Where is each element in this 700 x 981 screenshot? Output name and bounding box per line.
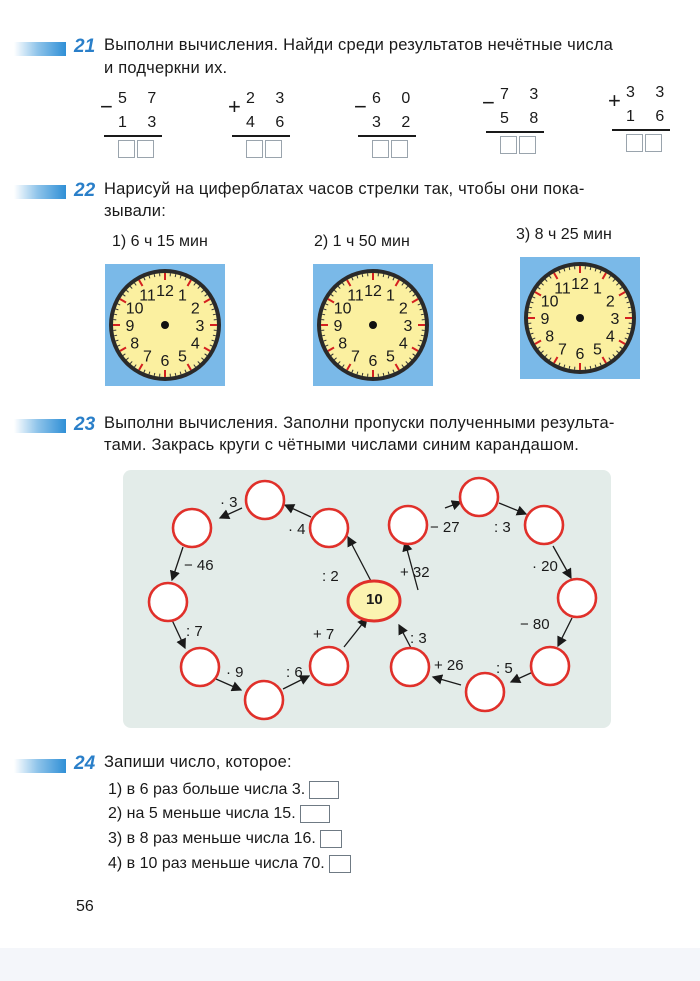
chain-circle xyxy=(558,579,596,617)
op-div2: : 2 xyxy=(322,568,339,585)
clock-face xyxy=(313,264,433,386)
dial-number: 7 xyxy=(351,348,360,366)
operation-sign: + xyxy=(228,94,241,119)
column-problem-1 xyxy=(100,86,170,176)
chain-circle xyxy=(391,648,429,686)
dial-number: 12 xyxy=(156,283,174,300)
top-number: 3 3 xyxy=(626,84,673,101)
dial-number: 8 xyxy=(545,328,555,346)
answer-boxes[interactable] xyxy=(118,140,154,158)
bottom-number: 5 8 xyxy=(500,110,547,127)
bottom-number: 3 2 xyxy=(372,114,419,131)
minute-tick xyxy=(114,314,117,315)
minute-tick xyxy=(590,267,591,270)
chain-circle xyxy=(466,673,504,711)
ex24-item-3: 3) в 8 раз меньше числа 16. xyxy=(108,828,342,850)
top-number: 5 7 xyxy=(118,90,165,107)
top-number: 2 3 xyxy=(246,90,293,107)
clock-face xyxy=(105,264,225,386)
result-line xyxy=(232,135,290,137)
dial-number: 4 xyxy=(398,335,408,353)
minute-tick xyxy=(154,373,155,376)
op-div3-bottom: : 3 xyxy=(410,630,427,647)
result-line xyxy=(104,135,162,137)
exercise-22-text-line2: зывали: xyxy=(104,202,167,220)
dial-number: 11 xyxy=(139,287,156,305)
operation-sign: − xyxy=(354,94,367,119)
minute-tick xyxy=(213,314,216,315)
minute-tick xyxy=(213,335,216,336)
dial-number: 1 xyxy=(178,287,187,305)
minute-tick xyxy=(529,307,532,308)
operation-sign: − xyxy=(482,90,495,115)
dial-number: 6 xyxy=(575,346,585,363)
op-mul20: · 20 xyxy=(532,558,558,575)
op-minus46: − 46 xyxy=(184,557,214,574)
dial-number: 4 xyxy=(605,328,615,346)
top-number: 6 0 xyxy=(372,90,419,107)
dial-number: 10 xyxy=(540,293,559,311)
chain-circle xyxy=(310,647,348,685)
dial-number: 12 xyxy=(364,283,382,300)
page-footer xyxy=(0,948,700,981)
exercise-24-number: 24 xyxy=(74,753,96,774)
exercise-23-marker xyxy=(14,419,66,433)
clock-2[interactable] xyxy=(313,264,433,386)
dial-number: 4 xyxy=(190,335,200,353)
center-value: 10 xyxy=(366,591,383,608)
dial-number: 8 xyxy=(130,335,140,353)
chain-circle xyxy=(310,509,348,547)
minute-tick xyxy=(421,314,424,315)
dial-number: 11 xyxy=(554,280,571,298)
chain-circle xyxy=(460,478,498,516)
dial-number: 1 xyxy=(386,287,395,305)
minute-tick xyxy=(569,267,570,270)
op-mul4: · 4 xyxy=(288,521,306,538)
op-div7: : 7 xyxy=(186,623,203,640)
dial-number: 6 xyxy=(368,353,378,370)
dial-number: 9 xyxy=(540,311,550,328)
minute-tick xyxy=(322,335,325,336)
answer-boxes[interactable] xyxy=(500,136,536,154)
op-mul9: · 9 xyxy=(226,664,244,681)
dial-number: 10 xyxy=(333,300,352,318)
clock-1[interactable] xyxy=(105,264,225,386)
dial-number: 5 xyxy=(386,348,395,366)
exercise-22-text-line1: Нарисуй на циферблатах часов стрелки так, чтобы они пока- xyxy=(104,180,585,198)
chain-circle xyxy=(245,681,283,719)
exercise-21-marker xyxy=(14,42,66,56)
chain-circle xyxy=(181,648,219,686)
dial-number: 11 xyxy=(347,287,364,305)
clock-2-label: 2) 1 ч 50 мин xyxy=(314,233,410,250)
dial-number: 3 xyxy=(610,311,620,328)
minute-tick xyxy=(628,328,631,329)
clock-face xyxy=(520,257,640,379)
minute-tick xyxy=(628,307,631,308)
ex24-item-1: 1) в 6 раз больше числа 3. xyxy=(108,779,339,801)
dial-number: 8 xyxy=(338,335,348,353)
answer-boxes[interactable] xyxy=(246,140,282,158)
dial-number: 3 xyxy=(403,318,413,335)
dial-number: 9 xyxy=(125,318,135,335)
bottom-number: 1 3 xyxy=(118,114,165,131)
exercise-23-text-line1: Выполни вычисления. Заполни пропуски полученными результа- xyxy=(104,414,615,432)
chain-circle xyxy=(531,647,569,685)
op-div5: : 5 xyxy=(496,660,513,677)
dial-number: 6 xyxy=(160,353,170,370)
exercise-23-number: 23 xyxy=(74,414,96,435)
chain-circle xyxy=(389,506,427,544)
op-plus26: + 26 xyxy=(434,657,464,674)
op-plus7: + 7 xyxy=(313,626,335,643)
bottom-number: 4 6 xyxy=(246,114,293,131)
exercise-21-text-line2: и подчеркни их. xyxy=(104,59,228,77)
column-problem-4 xyxy=(482,82,552,172)
op-minus27: − 27 xyxy=(430,519,460,536)
clock-center xyxy=(369,321,377,329)
operation-sign: + xyxy=(608,88,621,113)
exercise-23-text-line2: тами. Закрась круги с чётными числами синим карандашом. xyxy=(104,436,580,454)
bottom-number: 1 6 xyxy=(626,108,673,125)
op-mul3: · 3 xyxy=(220,494,238,511)
exercise-21-text-line1: Выполни вычисления. Найди среди результатов нечётные числа xyxy=(104,36,614,54)
page-number: 56 xyxy=(76,898,94,915)
chain-circle xyxy=(149,583,187,621)
answer-box[interactable] xyxy=(309,781,339,799)
minute-tick xyxy=(569,366,570,369)
dial-number: 1 xyxy=(593,280,602,298)
dial-number: 2 xyxy=(190,300,200,318)
minute-tick xyxy=(421,335,424,336)
column-problem-2 xyxy=(228,86,298,176)
minute-tick xyxy=(154,274,155,277)
op-minus80: − 80 xyxy=(520,616,550,633)
dial-number: 5 xyxy=(178,348,187,366)
dial-number: 2 xyxy=(398,300,408,318)
dial-number: 7 xyxy=(143,348,152,366)
exercise-21-number: 21 xyxy=(74,36,96,57)
dial-number: 3 xyxy=(195,318,205,335)
chain-circle xyxy=(173,509,211,547)
dial-number: 7 xyxy=(558,341,567,359)
op-plus32: + 32 xyxy=(400,564,430,581)
result-line xyxy=(486,131,544,133)
clock-center xyxy=(161,321,169,329)
top-number: 7 3 xyxy=(500,86,547,103)
answer-box[interactable] xyxy=(320,830,342,848)
op-div3-top: : 3 xyxy=(494,519,511,536)
minute-tick xyxy=(362,373,363,376)
dial-number: 2 xyxy=(605,293,615,311)
clock-3[interactable] xyxy=(520,257,640,379)
minute-tick xyxy=(383,274,384,277)
answer-boxes[interactable] xyxy=(372,140,408,158)
dial-number: 5 xyxy=(593,341,602,359)
minute-tick xyxy=(322,314,325,315)
exercise-22-marker xyxy=(14,185,66,199)
clock-center xyxy=(576,314,584,322)
exercise-22-number: 22 xyxy=(74,180,96,201)
result-line xyxy=(612,129,670,131)
result-line xyxy=(358,135,416,137)
ex24-item-2: 2) на 5 меньше числа 15. xyxy=(108,803,330,825)
clock-1-label: 1) 6 ч 15 мин xyxy=(112,233,208,250)
answer-box[interactable] xyxy=(300,805,330,823)
exercise-24-title: Запиши число, которое: xyxy=(104,753,292,771)
chain-circle xyxy=(246,481,284,519)
answer-boxes[interactable] xyxy=(626,134,662,152)
minute-tick xyxy=(362,274,363,277)
dial-number: 12 xyxy=(571,276,589,293)
column-problem-3 xyxy=(354,86,424,176)
dial-number: 9 xyxy=(333,318,343,335)
minute-tick xyxy=(114,335,117,336)
minute-tick xyxy=(175,373,176,376)
minute-tick xyxy=(175,274,176,277)
dial-number: 10 xyxy=(125,300,144,318)
minute-tick xyxy=(529,328,532,329)
minute-tick xyxy=(383,373,384,376)
minute-tick xyxy=(590,366,591,369)
ex24-item-4: 4) в 10 раз меньше числа 70. xyxy=(108,853,351,875)
operation-sign: − xyxy=(100,94,113,119)
chain-circle xyxy=(525,506,563,544)
column-problem-5 xyxy=(608,80,678,170)
answer-box[interactable] xyxy=(329,855,351,873)
op-div6: : 6 xyxy=(286,664,303,681)
clock-3-label: 3) 8 ч 25 мин xyxy=(516,226,612,243)
exercise-24-marker xyxy=(14,759,66,773)
